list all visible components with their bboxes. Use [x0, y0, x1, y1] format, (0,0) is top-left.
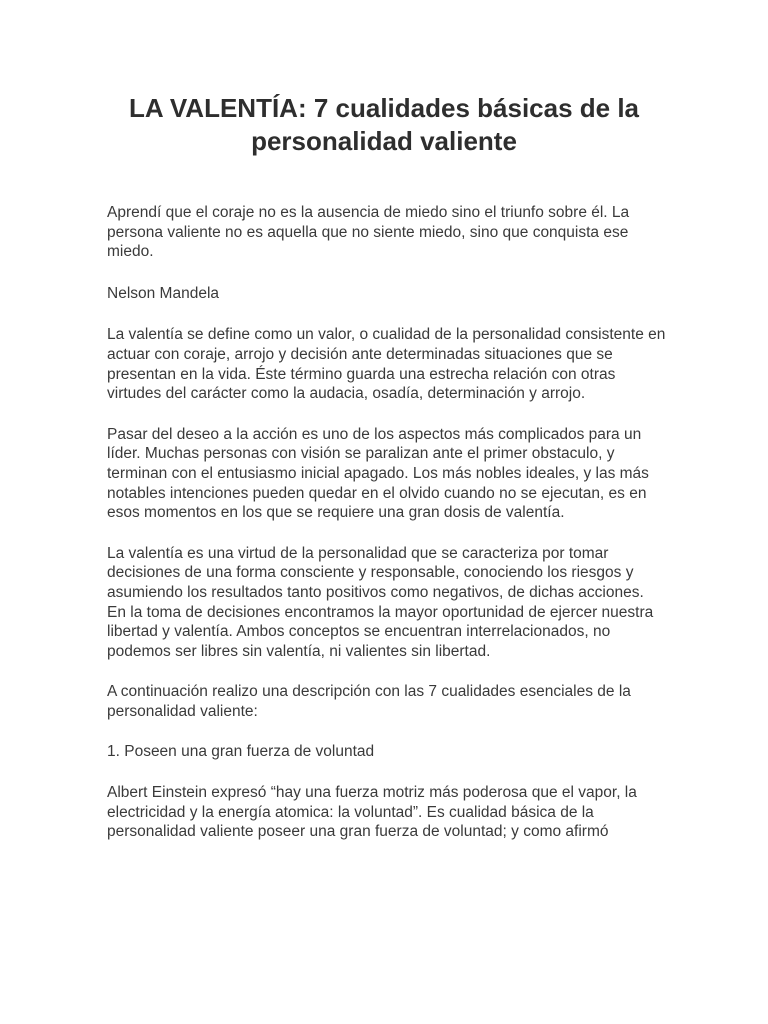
- body-paragraph: A continuación realizo una descripción con las 7 cualidades esenciales de la personalidad valiente:: [107, 683, 631, 720]
- quote-paragraph: Aprendí que el coraje no es la ausencia de miedo sino el triunfo sobre él. La persona valiente no es aquella que no siente miedo, sino que conquista ese miedo.: [107, 204, 630, 261]
- document-body: [107, 203, 667, 842]
- body-paragraph: Pasar del deseo a la acción es uno de los aspectos más complicados para un líder. Muchas personas con visión se paralizan ante el primer obstaculo, y terminan con el entusiasmo inicial apagado. Los más nobles ideales, y las más notables intenciones pueden quedar en el olvido cuando no se ejecutan, es en esos momentos en los que se requiere una gran dosis de valentía.: [107, 425, 649, 522]
- section-heading: 1. Poseen una gran fuerza de voluntad: [107, 743, 375, 761]
- body-paragraph: La valentía se define como un valor, o cualidad de la personalidad consistente en actuar con coraje, arrojo y decisión ante determinadas situaciones que se presentan en la vida. Éste término guarda una estrecha relación con otras virtudes del carácter como la audacia, osadía, determinación y arrojo.: [107, 326, 666, 403]
- quote-author: Nelson Mandela: [107, 284, 220, 302]
- body-paragraph: La valentía es una virtud de la personalidad que se caracteriza por tomar decisiones de una forma consciente y responsable, conociendo los riesgos y asumiendo los resultados tanto positivos como negativos, de dichas acciones. En la toma de decisiones encontramos la mayor oportunidad de ejercer nuestra libertad y valentía. Ambos conceptos se encuentran interrelacionados, no podemos ser libres sin valentía, ni valientes sin libertad.: [107, 544, 654, 660]
- document-title: LA VALENTÍA: 7 cualidades básicas de la personalidad valiente: [128, 93, 640, 156]
- body-paragraph: Albert Einstein expresó “hay una fuerza motriz más poderosa que el vapor, la electricidad y la energía atomica: la voluntad”. Es cualidad básica de la personalidad valiente poseer una gran fuerza de voluntad; y como afirmó: [107, 784, 637, 841]
